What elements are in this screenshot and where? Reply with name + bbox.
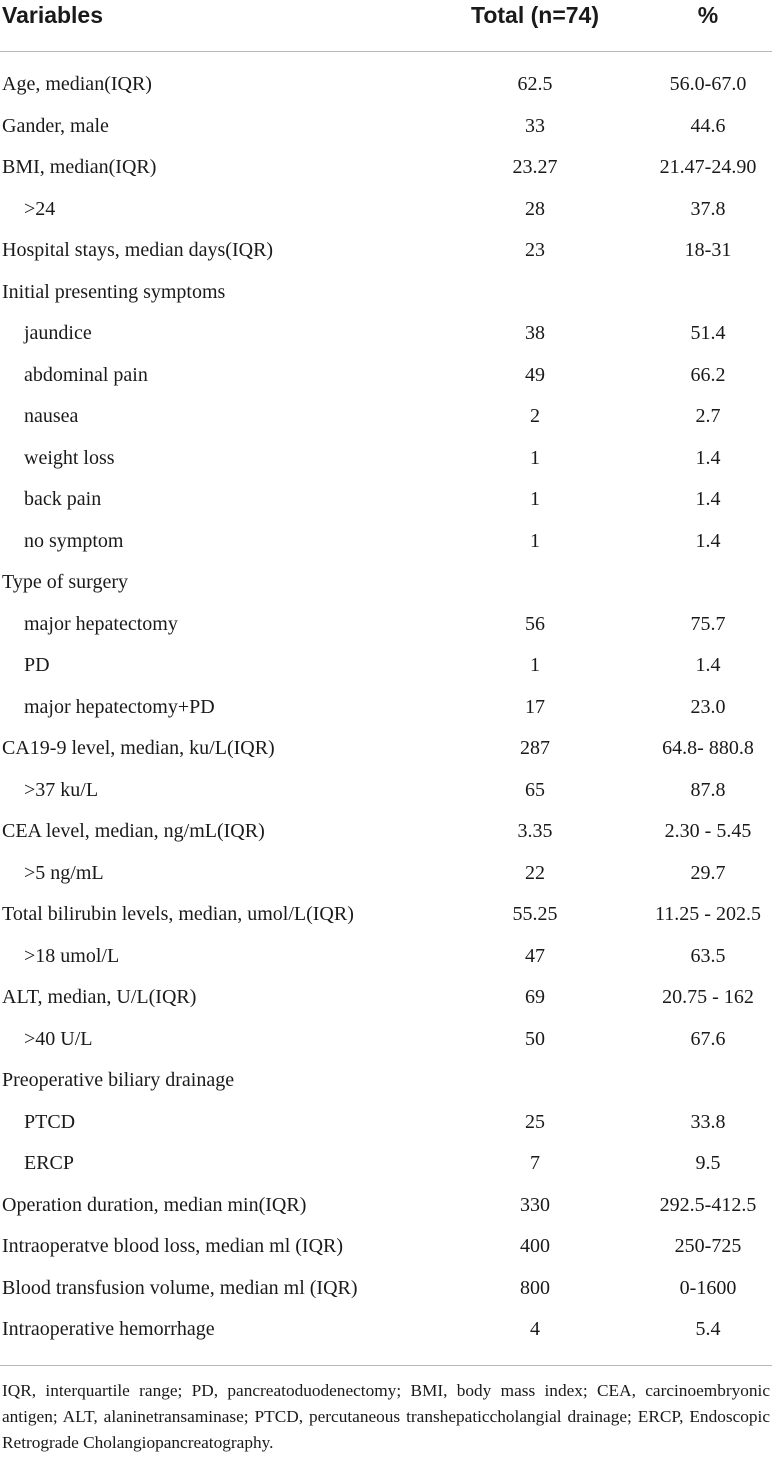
row-percent: 1.4 — [695, 529, 721, 552]
row-label: Gander, male — [2, 114, 109, 137]
row-total: 38 — [525, 322, 545, 344]
row-total: 62.5 — [517, 73, 553, 95]
table-row — [0, 274, 772, 316]
table-row — [0, 1104, 772, 1146]
table-row — [0, 606, 772, 648]
table-row — [0, 896, 772, 938]
row-percent: 292.5-412.5 — [659, 1193, 757, 1216]
row-total: 1 — [530, 529, 540, 552]
table-row — [0, 855, 772, 897]
row-label: Age, median(IQR) — [2, 73, 152, 95]
row-percent: 18-31 — [684, 239, 732, 261]
row-percent: 5.4 — [695, 1318, 721, 1340]
row-percent: 9.5 — [695, 1152, 721, 1174]
table-row — [0, 730, 772, 772]
row-label: Initial presenting symptoms — [2, 280, 226, 303]
row-label: Total bilirubin levels, median, umol/L(IQR) — [2, 903, 354, 925]
row-label: PD — [24, 654, 50, 676]
row-label: weight loss — [24, 446, 115, 469]
row-label: Operation duration, median min(IQR) — [2, 1193, 307, 1216]
row-percent: 33.8 — [690, 1110, 726, 1133]
row-label: >18 umol/L — [24, 944, 120, 967]
row-label: major hepatectomy — [24, 612, 178, 635]
row-percent: 11.25 - 202.5 — [655, 903, 761, 925]
row-percent: 250-725 — [674, 1235, 742, 1257]
row-label: major hepatectomy+PD — [24, 695, 215, 718]
table-row — [0, 938, 772, 980]
row-label: Preoperative biliary drainage — [2, 1069, 235, 1091]
table-row — [0, 149, 772, 191]
row-percent: 20.75 - 162 — [662, 986, 754, 1008]
table-row — [0, 481, 772, 523]
row-percent: 44.6 — [690, 114, 726, 137]
table-row — [0, 813, 772, 855]
row-total: 3.35 — [517, 820, 553, 842]
row-percent: 51.4 — [690, 322, 726, 344]
row-percent: 64.8- 880.8 — [662, 737, 754, 759]
row-percent: 1.4 — [695, 654, 721, 676]
row-percent: 87.8 — [690, 778, 726, 801]
table-row — [0, 689, 772, 731]
row-total: 4 — [530, 1318, 540, 1340]
row-label: Blood transfusion volume, median ml (IQR) — [2, 1276, 358, 1299]
row-percent: 1.4 — [695, 446, 721, 469]
row-label: >40 U/L — [24, 1027, 93, 1050]
row-percent: 0-1600 — [679, 1276, 737, 1299]
row-percent: 21.47-24.90 — [659, 156, 757, 178]
table-row — [0, 191, 772, 233]
row-total: 2 — [530, 405, 540, 427]
row-label: jaundice — [24, 322, 92, 344]
row-label: BMI, median(IQR) — [2, 156, 157, 178]
row-total: 55.25 — [512, 903, 558, 925]
row-label: nausea — [24, 405, 79, 427]
table-row — [0, 108, 772, 150]
table-row — [0, 1270, 772, 1312]
row-label: >37 ku/L — [24, 778, 99, 801]
row-label: CA19-9 level, median, ku/L(IQR) — [2, 737, 275, 759]
row-label: no symptom — [24, 529, 124, 552]
table-row — [0, 979, 772, 1021]
row-total: 23.27 — [512, 156, 558, 178]
row-total: 22 — [525, 861, 545, 884]
row-total: 1 — [530, 654, 540, 676]
row-percent: 1.4 — [695, 488, 721, 510]
row-total: 800 — [520, 1276, 550, 1299]
row-total: 287 — [520, 737, 550, 759]
row-total: 47 — [525, 944, 545, 967]
row-percent: 63.5 — [690, 944, 726, 967]
row-total: 25 — [525, 1110, 545, 1133]
table-row — [0, 523, 772, 565]
table-row — [0, 647, 772, 689]
row-total: 7 — [530, 1152, 540, 1174]
table-row — [0, 772, 772, 814]
row-percent: 67.6 — [690, 1027, 726, 1050]
row-total: 28 — [525, 197, 545, 220]
row-percent: 75.7 — [690, 612, 726, 635]
table-row — [0, 564, 772, 606]
table-body — [0, 66, 772, 1353]
table-row — [0, 1062, 772, 1104]
row-percent: 23.0 — [690, 695, 726, 718]
column-header-percent: % — [697, 2, 719, 28]
row-label: PTCD — [24, 1110, 76, 1133]
row-total: 17 — [525, 695, 545, 718]
row-label: >24 — [24, 197, 56, 220]
row-label: Hospital stays, median days(IQR) — [2, 239, 274, 261]
row-total: 69 — [525, 986, 545, 1008]
table-row — [0, 398, 772, 440]
table-row — [0, 315, 772, 357]
table-row — [0, 357, 772, 399]
row-percent: 66.2 — [690, 363, 726, 386]
table-bottom-divider — [0, 1365, 772, 1366]
row-label: Type of surgery — [2, 571, 128, 593]
table-footnote: IQR, interquartile range; PD, pancreatoduodenectomy; BMI, body mass index; CEA, carcinoembryonic antigen; ALT, alaninetransaminase; PTCD, percutaneous transhepaticcholangial drainage; ERCP, Endoscopic Retrograde Cholangiopancreatography. — [2, 1381, 770, 1452]
row-label: Intraoperatve blood loss, median ml (IQR) — [2, 1235, 344, 1257]
table-header — [0, 0, 772, 50]
row-total: 50 — [525, 1027, 545, 1050]
row-total: 23 — [525, 239, 545, 261]
table-row — [0, 66, 772, 108]
row-label: ERCP — [24, 1152, 75, 1174]
column-header-total: Total (n=74) — [470, 2, 600, 28]
row-total: 33 — [525, 114, 545, 137]
row-total: 49 — [525, 363, 545, 386]
row-label: >5 ng/mL — [24, 861, 104, 884]
table-row — [0, 1228, 772, 1270]
row-label: CEA level, median, ng/mL(IQR) — [2, 820, 265, 842]
row-label: Intraoperative hemorrhage — [2, 1318, 215, 1340]
table-row — [0, 1021, 772, 1063]
header-divider — [0, 51, 772, 52]
row-total: 1 — [530, 488, 540, 510]
table-row — [0, 1311, 772, 1353]
row-label: abdominal pain — [24, 363, 148, 386]
row-total: 56 — [525, 612, 545, 635]
row-total: 400 — [520, 1235, 550, 1257]
table-row — [0, 440, 772, 482]
row-label: back pain — [24, 488, 102, 510]
table-row — [0, 1187, 772, 1229]
row-percent: 29.7 — [690, 861, 726, 884]
table-row — [0, 1145, 772, 1187]
column-header-variables: Variables — [2, 2, 104, 28]
row-total: 65 — [525, 778, 545, 801]
row-percent: 2.30 - 5.45 — [664, 820, 752, 842]
row-total: 1 — [530, 446, 540, 469]
row-percent: 56.0-67.0 — [669, 73, 747, 95]
row-total: 330 — [520, 1193, 550, 1216]
row-percent: 37.8 — [690, 197, 726, 220]
row-percent: 2.7 — [695, 405, 721, 427]
table-row — [0, 232, 772, 274]
row-label: ALT, median, U/L(IQR) — [2, 986, 197, 1008]
